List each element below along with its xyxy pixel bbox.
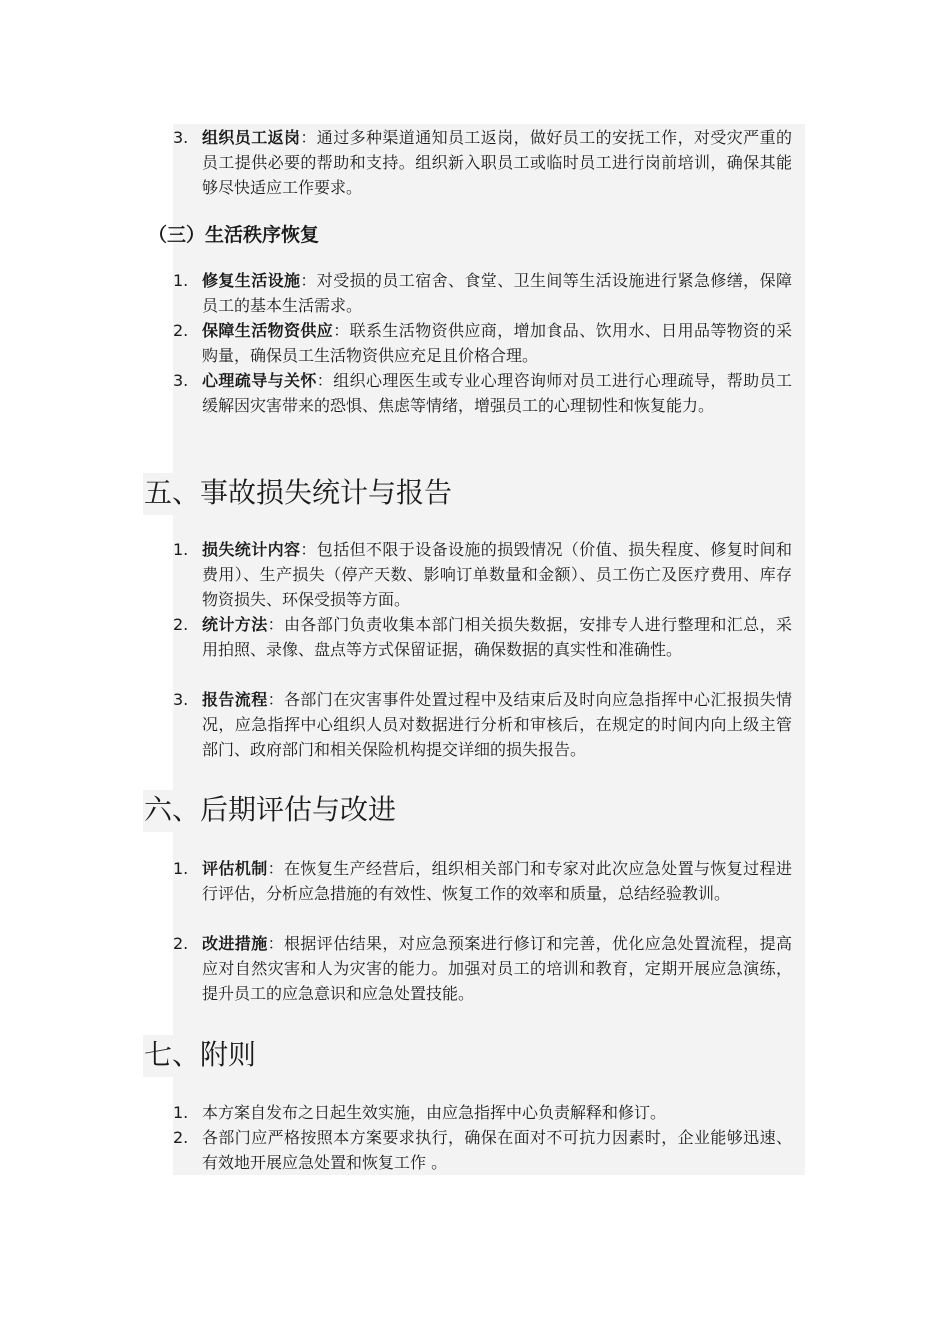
item-text: ：根据评估结果，对应急预案进行修订和完善，优化应急处置流程，提高应对自然灾害和人为灾害的能力。加强对员工的培训和教育，定期开展应急演练，提升员工的应急意识和应急处置技能。 (202, 934, 792, 1003)
list-number: 1. (173, 859, 189, 878)
list-number: 1. (173, 271, 189, 290)
item-label: 心理疏导与关怀 (202, 371, 317, 390)
item-label: 改进措施 (202, 934, 268, 953)
item-text: ：联系生活物资供应商，增加食品、饮用水、日用品等物资的采购量，确保员工生活物资供应充足且价格合理。 (202, 321, 792, 365)
item-text: 本方案自发布之日起生效实施，由应急指挥中心负责解释和修订。 (202, 1103, 667, 1122)
item-label: 评估机制 (202, 859, 268, 878)
list-number: 1. (173, 540, 189, 559)
item-text: ：由各部门负责收集本部门相关损失数据，安排专人进行整理和汇总，采用拍照、录像、盘点等方式保留证据，确保数据的真实性和准确性。 (202, 615, 792, 659)
item-text: ：组织心理医生或专业心理咨询师对员工进行心理疏导，帮助员工缓解因灾害带来的恐惧、焦虑等情绪，增强员工的心理韧性和恢复能力。 (202, 371, 792, 415)
heading-loss-statistics: 五、事故损失统计与报告 (144, 476, 453, 509)
item-label: 统计方法 (202, 615, 268, 634)
item-label: 报告流程 (202, 690, 268, 709)
item-text: ：各部门在灾害事件处置过程中及结束后及时向应急指挥中心汇报损失情况，应急指挥中心组织人员对数据进行分析和审核后，在规定的时间内向上级主管部门、政府部门和相关保险机构提交详细的损失报告。 (202, 690, 792, 759)
item-text: ：通过多种渠道通知员工返岗，做好员工的安抚工作，对受灾严重的员工提供必要的帮助和支持。组织新入职员工或临时员工进行岗前培训，确保其能够尽快适应工作要求。 (202, 128, 792, 197)
list-number: 2. (173, 1128, 189, 1147)
list-number: 3. (173, 690, 189, 709)
item-label: 组织员工返岗 (202, 128, 301, 147)
list-number: 2. (173, 934, 189, 953)
item-text: ：对受损的员工宿舍、食堂、卫生间等生活设施进行紧急修缮，保障员工的基本生活需求。 (202, 271, 792, 315)
item-text: 各部门应严格按照本方案要求执行，确保在面对不可抗力因素时，企业能够迅速、有效地开展应急处置和恢复工作 。 (202, 1128, 792, 1172)
list-number: 2. (173, 321, 189, 340)
item-text: ：在恢复生产经营后，组织相关部门和专家对此次应急处置与恢复过程进行评估，分析应急措施的有效性、恢复工作的效率和质量，总结经验教训。 (202, 859, 792, 903)
subheading-living-order: （三）生活秩序恢复 (148, 224, 320, 246)
list-number: 3. (173, 128, 189, 147)
heading-supplementary: 七、附则 (144, 1038, 257, 1071)
list-number: 3. (173, 371, 189, 390)
heading-evaluation: 六、后期评估与改进 (144, 793, 397, 826)
list-number: 2. (173, 615, 189, 634)
item-text: ：包括但不限于设备设施的损毁情况（价值、损失程度、修复时间和费用）、生产损失（停产天数、影响订单数量和金额）、员工伤亡及医疗费用、库存物资损失、环保受损等方面。 (202, 540, 792, 609)
item-label: 修复生活设施 (202, 271, 301, 290)
item-label: 损失统计内容 (202, 540, 301, 559)
list-number: 1. (173, 1103, 189, 1122)
item-label: 保障生活物资供应 (202, 321, 334, 340)
